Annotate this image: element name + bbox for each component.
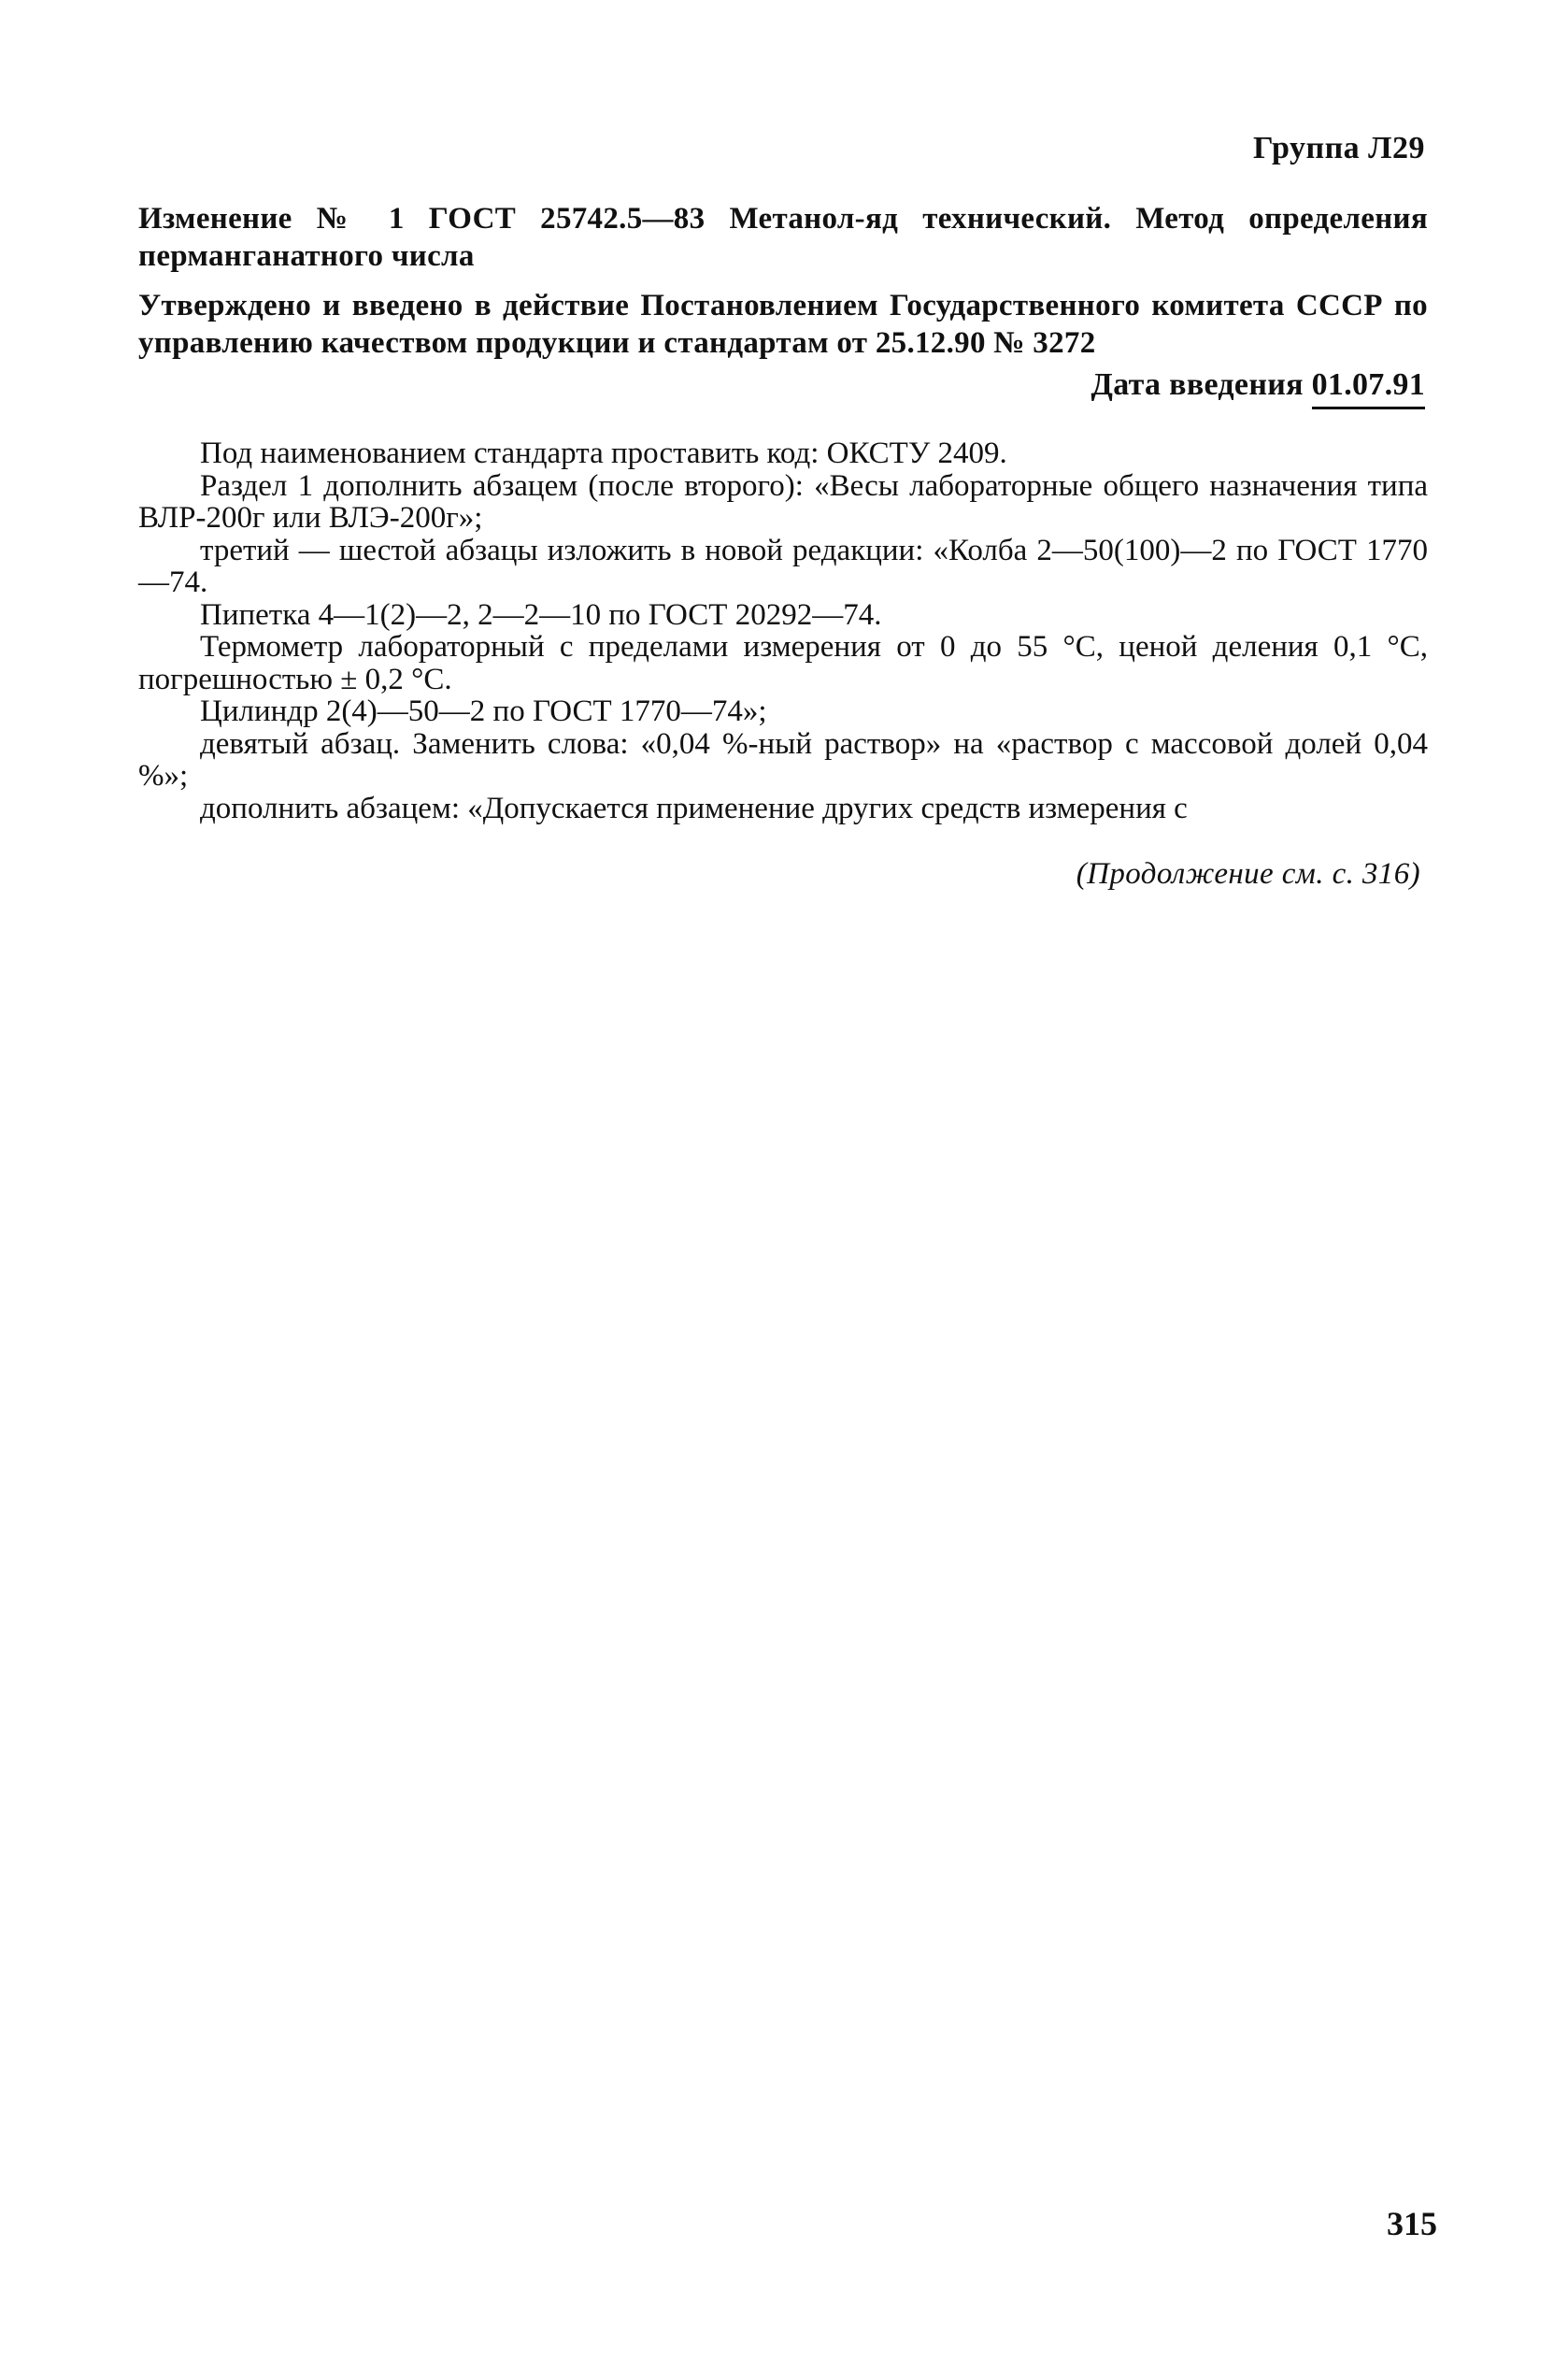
amendment-body [138, 437, 1428, 824]
introduction-date-label: Дата введения [1090, 367, 1312, 402]
approval-statement: Утверждено и введено в действие Постановлением Государственного комитета СССР по управлению качеством продукции и стандартам от 25.12.90 № 3272 [138, 289, 1428, 360]
continuation-note: (Продолжение см. с. 316) [1076, 857, 1420, 891]
paragraph: Под наименованием стандарта проставить код: ОКСТУ 2409. [200, 437, 1007, 470]
paragraph: третий — шестой абзацы изложить в новой редакции: «Колба 2—50(100)—2 по ГОСТ 1770—74. [138, 533, 1428, 599]
paragraph: девятый абзац. Заменить слова: «0,04 %-ный раствор» на «раствор с массовой долей 0,04 %»; [138, 726, 1428, 793]
paragraph: Раздел 1 дополнить абзацем (после второго): «Весы лабораторные общего назначения типа ВЛР-200г или ВЛЭ-200г»; [138, 468, 1428, 535]
paragraph: Пипетка 4—1(2)—2, 2—2—10 по ГОСТ 20292—74. [200, 597, 882, 632]
introduction-date-value: 01.07.91 [1312, 367, 1425, 409]
paragraph: Термометр лабораторный с пределами измерения от 0 до 55 °С, ценой деления 0,1 °С, погрешностью ± 0,2 °С. [138, 630, 1428, 696]
paragraph: дополнить абзацем: «Допускается применение других средств измерения с [200, 791, 1188, 825]
group-label: Группа Л29 [1253, 131, 1425, 165]
page-number: 315 [1387, 2205, 1437, 2242]
amendment-title: Изменение № 1 ГОСТ 25742.5—83 Метанол-яд технический. Метод определения перманганатного числа [138, 202, 1428, 273]
introduction-date [1091, 367, 1425, 409]
paragraph: Цилиндр 2(4)—50—2 по ГОСТ 1770—74»; [200, 694, 767, 728]
